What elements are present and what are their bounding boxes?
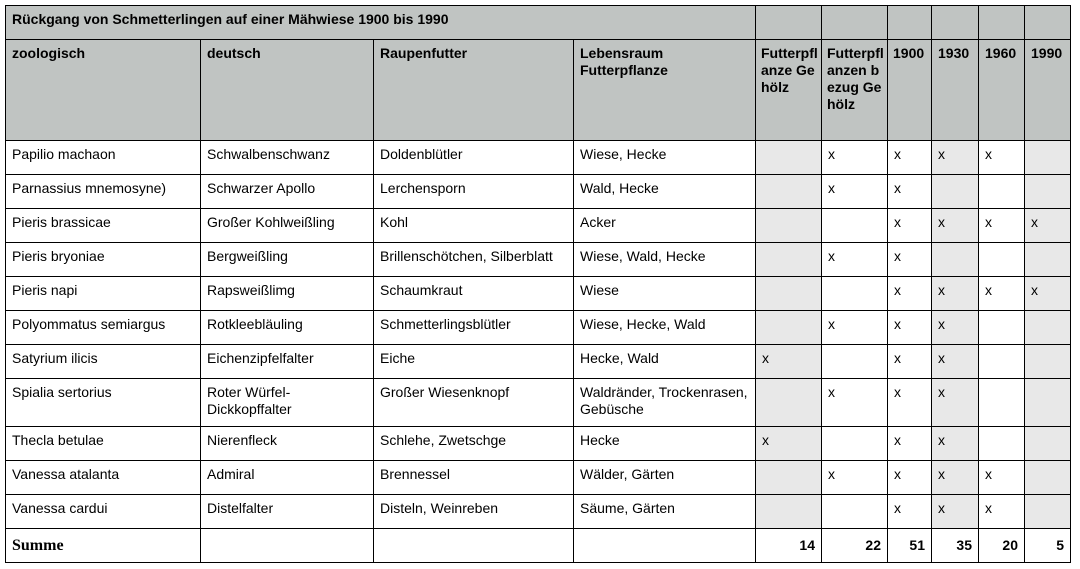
cell-1900: x <box>888 495 932 529</box>
cell-raupenfutter: Disteln, Weinreben <box>374 495 574 529</box>
cell-bezug: x <box>822 461 888 495</box>
summe-1960: 20 <box>979 529 1025 563</box>
cell-bezug: x <box>822 141 888 175</box>
cell-gehoelz: x <box>756 345 822 379</box>
cell-raupenfutter: Brillenschötchen, Silberblatt <box>374 243 574 277</box>
cell-raupenfutter: Schaumkraut <box>374 277 574 311</box>
table-row <box>6 209 1071 243</box>
table-row <box>6 277 1071 311</box>
cell-1960 <box>979 379 1025 427</box>
cell-gehoelz <box>756 311 822 345</box>
cell-gehoelz: x <box>756 427 822 461</box>
cell-zoologisch: Satyrium ilicis <box>6 345 201 379</box>
cell-1960: x <box>979 461 1025 495</box>
title-spacer <box>979 6 1025 40</box>
summe-empty <box>374 529 574 563</box>
cell-1900: x <box>888 379 932 427</box>
title-spacer <box>756 6 822 40</box>
header-deutsch: deutsch <box>201 40 374 141</box>
cell-zoologisch: Spialia sertorius <box>6 379 201 427</box>
cell-zoologisch: Pieris bryoniae <box>6 243 201 277</box>
cell-bezug <box>822 427 888 461</box>
cell-1900: x <box>888 311 932 345</box>
cell-1990 <box>1025 345 1071 379</box>
cell-deutsch: Eichenzipfelfalter <box>201 345 374 379</box>
cell-gehoelz <box>756 243 822 277</box>
header-year-1990: 1990 <box>1025 40 1071 141</box>
cell-deutsch: Großer Kohlweißling <box>201 209 374 243</box>
header-futterpflanze-gehoelz: Futterpflanze Gehölz <box>756 40 822 141</box>
cell-lebensraum: Wald, Hecke <box>574 175 756 209</box>
cell-raupenfutter: Doldenblütler <box>374 141 574 175</box>
cell-1900: x <box>888 175 932 209</box>
cell-bezug: x <box>822 311 888 345</box>
cell-1990: x <box>1025 209 1071 243</box>
cell-gehoelz <box>756 495 822 529</box>
cell-bezug <box>822 345 888 379</box>
cell-1900: x <box>888 427 932 461</box>
cell-1960 <box>979 175 1025 209</box>
cell-lebensraum: Hecke, Wald <box>574 345 756 379</box>
cell-lebensraum: Säume, Gärten <box>574 495 756 529</box>
cell-1960 <box>979 345 1025 379</box>
cell-1930 <box>932 175 979 209</box>
cell-gehoelz <box>756 175 822 209</box>
cell-1900: x <box>888 243 932 277</box>
cell-zoologisch: Vanessa atalanta <box>6 461 201 495</box>
cell-deutsch: Distelfalter <box>201 495 374 529</box>
cell-deutsch: Schwarzer Apollo <box>201 175 374 209</box>
cell-1930: x <box>932 311 979 345</box>
cell-1900: x <box>888 141 932 175</box>
summe-empty <box>574 529 756 563</box>
cell-1990 <box>1025 495 1071 529</box>
table-row <box>6 495 1071 529</box>
cell-deutsch: Rapsweißlimg <box>201 277 374 311</box>
cell-1930: x <box>932 345 979 379</box>
cell-bezug: x <box>822 175 888 209</box>
header-lebensraum: Lebensraum Futterpflanze <box>574 40 756 141</box>
cell-bezug: x <box>822 243 888 277</box>
cell-raupenfutter: Großer Wiesenknopf <box>374 379 574 427</box>
cell-raupenfutter: Eiche <box>374 345 574 379</box>
cell-bezug <box>822 209 888 243</box>
cell-1960: x <box>979 277 1025 311</box>
cell-1990 <box>1025 141 1071 175</box>
cell-bezug <box>822 495 888 529</box>
cell-1990 <box>1025 175 1071 209</box>
title-row <box>6 6 1071 40</box>
cell-lebensraum: Wälder, Gärten <box>574 461 756 495</box>
cell-lebensraum: Acker <box>574 209 756 243</box>
cell-1990 <box>1025 427 1071 461</box>
header-row <box>6 40 1071 141</box>
butterfly-decline-table <box>5 5 1071 563</box>
cell-zoologisch: Papilio machaon <box>6 141 201 175</box>
cell-1960 <box>979 311 1025 345</box>
cell-1990 <box>1025 311 1071 345</box>
table-row <box>6 141 1071 175</box>
cell-deutsch: Nierenfleck <box>201 427 374 461</box>
header-futterpflanzen-bezug-gehoelz: Futterpflanzen bezug Gehölz <box>822 40 888 141</box>
cell-zoologisch: Polyommatus semiargus <box>6 311 201 345</box>
cell-gehoelz <box>756 277 822 311</box>
cell-raupenfutter: Schlehe, Zwetschge <box>374 427 574 461</box>
title-spacer <box>822 6 888 40</box>
table-row <box>6 427 1071 461</box>
cell-1930: x <box>932 379 979 427</box>
cell-1930: x <box>932 427 979 461</box>
summe-1900: 51 <box>888 529 932 563</box>
table-row <box>6 175 1071 209</box>
summe-gehoelz: 14 <box>756 529 822 563</box>
cell-bezug <box>822 277 888 311</box>
cell-1960 <box>979 427 1025 461</box>
cell-raupenfutter: Schmetterlingsblütler <box>374 311 574 345</box>
table-row <box>6 243 1071 277</box>
cell-gehoelz <box>756 209 822 243</box>
header-year-1960: 1960 <box>979 40 1025 141</box>
cell-deutsch: Rotkleebläuling <box>201 311 374 345</box>
cell-1990 <box>1025 243 1071 277</box>
cell-1960 <box>979 243 1025 277</box>
cell-1900: x <box>888 277 932 311</box>
table-row <box>6 345 1071 379</box>
cell-1960: x <box>979 141 1025 175</box>
cell-1960: x <box>979 209 1025 243</box>
cell-1930: x <box>932 461 979 495</box>
cell-gehoelz <box>756 141 822 175</box>
header-raupenfutter: Raupenfutter <box>374 40 574 141</box>
summe-empty <box>201 529 374 563</box>
cell-1930: x <box>932 141 979 175</box>
summe-row <box>6 529 1071 563</box>
cell-lebensraum: Wiese, Wald, Hecke <box>574 243 756 277</box>
cell-zoologisch: Pieris napi <box>6 277 201 311</box>
cell-1900: x <box>888 461 932 495</box>
header-zoologisch: zoologisch <box>6 40 201 141</box>
cell-1930 <box>932 243 979 277</box>
summe-1990: 5 <box>1025 529 1071 563</box>
summe-bezug: 22 <box>822 529 888 563</box>
cell-1960: x <box>979 495 1025 529</box>
cell-zoologisch: Vanessa cardui <box>6 495 201 529</box>
table-title: Rückgang von Schmetterlingen auf einer Mähwiese 1900 bis 1990 <box>6 6 756 40</box>
cell-lebensraum: Wiese, Hecke <box>574 141 756 175</box>
cell-1990 <box>1025 379 1071 427</box>
cell-lebensraum: Hecke <box>574 427 756 461</box>
table-row <box>6 379 1071 427</box>
cell-raupenfutter: Brennessel <box>374 461 574 495</box>
cell-zoologisch: Pieris brassicae <box>6 209 201 243</box>
cell-deutsch: Roter Würfel-Dickkopffalter <box>201 379 374 427</box>
cell-1930: x <box>932 277 979 311</box>
cell-bezug: x <box>822 379 888 427</box>
table-row <box>6 311 1071 345</box>
cell-raupenfutter: Kohl <box>374 209 574 243</box>
header-year-1900: 1900 <box>888 40 932 141</box>
title-spacer <box>1025 6 1071 40</box>
cell-1930: x <box>932 495 979 529</box>
cell-lebensraum: Wiese, Hecke, Wald <box>574 311 756 345</box>
cell-1930: x <box>932 209 979 243</box>
cell-gehoelz <box>756 379 822 427</box>
summe-label: Summe <box>6 529 201 563</box>
cell-deutsch: Bergweißling <box>201 243 374 277</box>
cell-1900: x <box>888 209 932 243</box>
cell-zoologisch: Thecla betulae <box>6 427 201 461</box>
cell-1990 <box>1025 461 1071 495</box>
title-spacer <box>888 6 932 40</box>
cell-deutsch: Admiral <box>201 461 374 495</box>
cell-1900: x <box>888 345 932 379</box>
cell-gehoelz <box>756 461 822 495</box>
cell-lebensraum: Waldränder, Trockenrasen, Gebüsche <box>574 379 756 427</box>
cell-zoologisch: Parnassius mnemosyne) <box>6 175 201 209</box>
header-year-1930: 1930 <box>932 40 979 141</box>
title-spacer <box>932 6 979 40</box>
summe-1930: 35 <box>932 529 979 563</box>
cell-raupenfutter: Lerchensporn <box>374 175 574 209</box>
table-row <box>6 461 1071 495</box>
cell-lebensraum: Wiese <box>574 277 756 311</box>
cell-1990: x <box>1025 277 1071 311</box>
cell-deutsch: Schwalbenschwanz <box>201 141 374 175</box>
